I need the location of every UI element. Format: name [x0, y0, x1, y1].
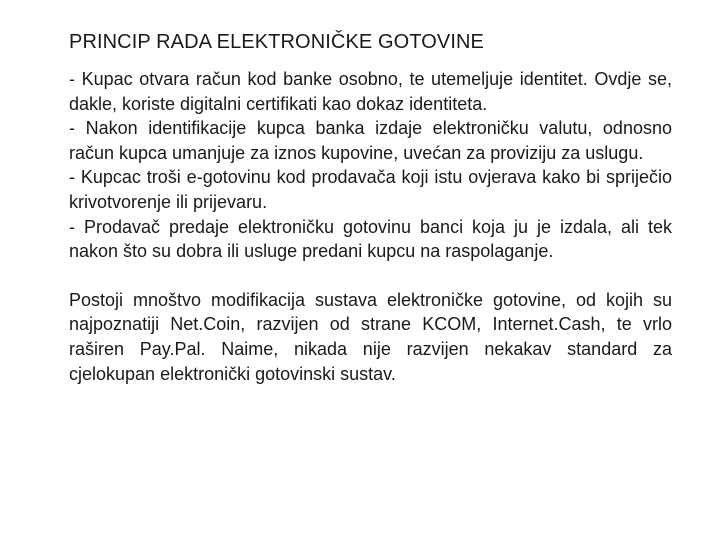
bullet-paragraph: - Prodavač predaje elektroničku gotovinu banci koja ju je izdala, ali tek nakon što su dobra ili usluge predani kupcu na raspolaganje.: [69, 216, 672, 262]
slide-title: PRINCIP RADA ELEKTRONIČKE GOTOVINE: [69, 31, 484, 53]
bullet-paragraph: - Kupac otvara račun kod banke osobno, te utemeljuje identitet. Ovdje se, dakle, koriste digitalni certifikati kao dokaz identiteta.: [69, 69, 672, 114]
bullet-paragraph: - Nakon identifikacije kupca banka izdaje elektroničku valutu, odnosno račun kupca umanjuje za iznos kupovine, uvećan za proviziju za uslugu.: [69, 118, 672, 163]
slide-body: [69, 67, 672, 386]
closing-paragraph: Postoji mnoštvo modifikacija sustava elektroničke gotovine, od kojih su najpoznatiji Net.Coin, razvijen od strane KCOM, Internet.Cash, te vrlo raširen Pay.Pal. Naime, nikada nije razvijen nekakav standard za cjelokupan elektronički gotovinski sustav.: [69, 289, 672, 384]
bullet-paragraph: - Kupcac troši e-gotovinu kod prodavača koji istu ovjerava kako bi spriječio krivotvorenje ili prijevaru.: [69, 167, 672, 212]
